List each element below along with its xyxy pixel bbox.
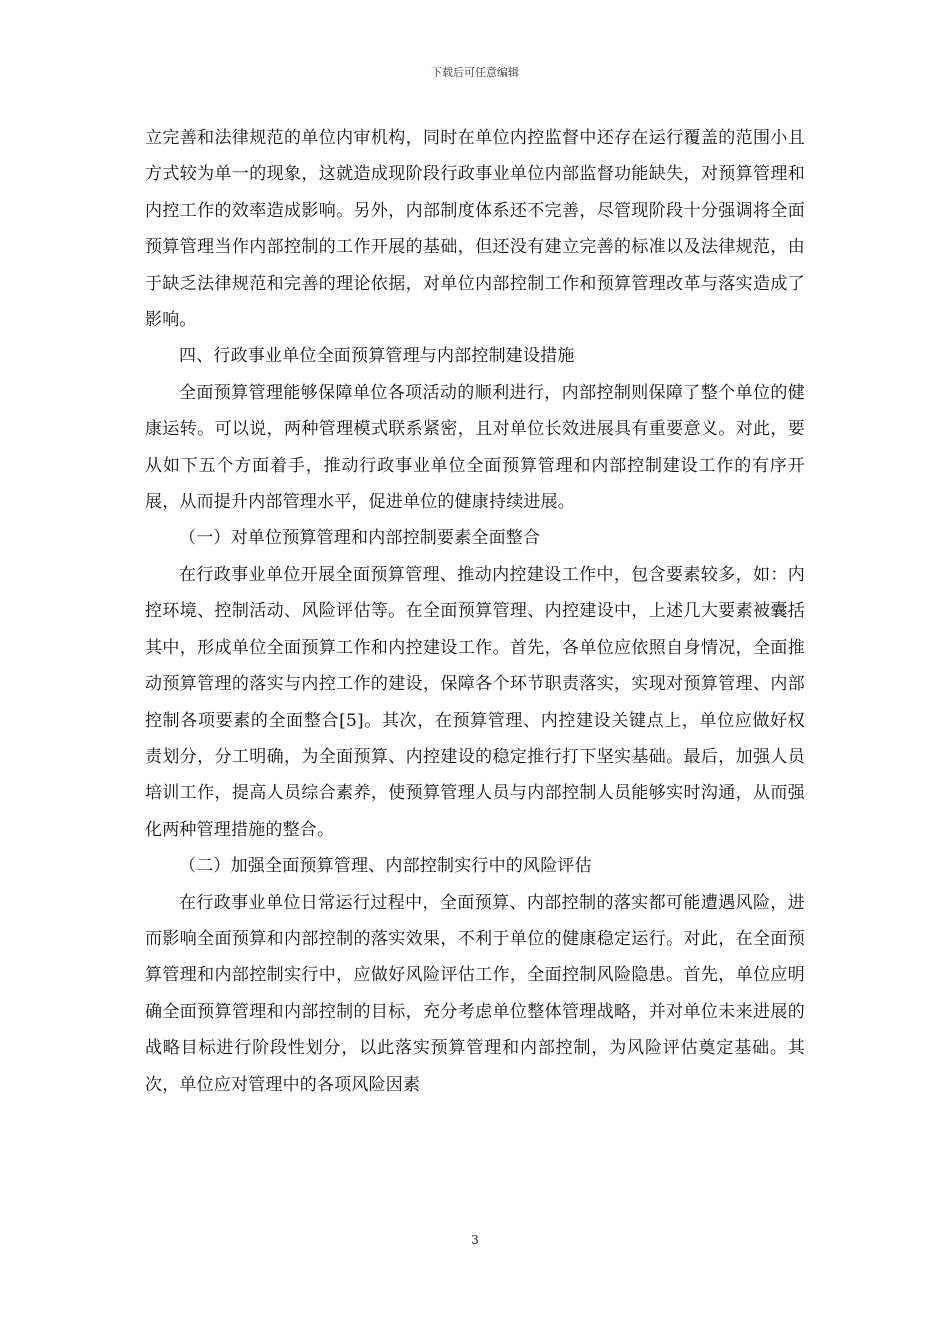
page-number: 3 [471,1233,479,1247]
section-heading-4: 四、行政事业单位全面预算管理与内部控制建设措施 [179,346,575,367]
page-header: 下载后可任意编辑 [431,66,519,79]
subsection-heading-2: （二）加强全面预算管理、内部控制实行中的风险评估 [179,856,592,877]
paragraph-risk: 在行政事业单位日常运行过程中，全面预算、内部控制的落实都可能遭遇风险，进而影响全面预算和内部控制的落实效果，不利于单位的健康稳定运行。对此，在全面预算管理和内部控制实行中，应做好风险评估工作，全面控制风险隐患。首先，单位应明确全面预算管理和内部控制的目标，充分考虑单位整体管理战略，并对单位未来进展的战略目标进行阶段性划分，以此落实预算管理和内部控制，为风险评估奠定基础。其次，单位应对管理中的各项风险因素 [145,892,805,1095]
paragraph-continued: 立完善和法律规范的单位内审机构，同时在单位内控监督中还存在运行覆盖的范围小且方式较为单一的现象，这就造成现阶段行政事业单位内部监督功能缺失，对预算管理和内控工作的效率造成影响。另外，内部制度体系还不完善，尽管现阶段十分强调将全面预算管理当作内部控制的工作开展的基础，但还没有建立完善的标准以及法律规范，由于缺乏法律规范和完善的理论依据，对单位内部控制工作和预算管理改革与落实造成了影响。 [145,128,805,331]
subsection-heading-1: （一）对单位预算管理和内部控制要素全面整合 [179,528,541,549]
document-body [145,120,805,1103]
paragraph-intro: 全面预算管理能够保障单位各项活动的顺利进行，内部控制则保障了整个单位的健康运转。可以说，两种管理模式联系紧密，且对单位长效进展具有重要意义。对此，要从如下五个方面着手，推动行政事业单位全面预算管理和内部控制建设工作的有序开展，从而提升内部管理水平，促进单位的健康持续进展。 [145,382,805,513]
paragraph-integration: 在行政事业单位开展全面预算管理、推动内控建设工作中，包含要素较多，如：内控环境、控制活动、风险评估等。在全面预算管理、内控建设中，上述几大要素被囊括其中，形成单位全面预算工作和内控建设工作。首先，各单位应依照自身情况，全面推动预算管理的落实与内控工作的建设，保障各个环节职责落实，实现对预算管理、内部控制各项要素的全面整合[5]。其次，在预算管理、内控建设关键点上，单位应做好权责划分，分工明确，为全面预算、内控建设的稳定推行打下坚实基础。最后，加强人员培训工作，提高人员综合素养，使预算管理人员与内部控制人员能够实时沟通，从而强化两种管理措施的整合。 [145,564,805,840]
